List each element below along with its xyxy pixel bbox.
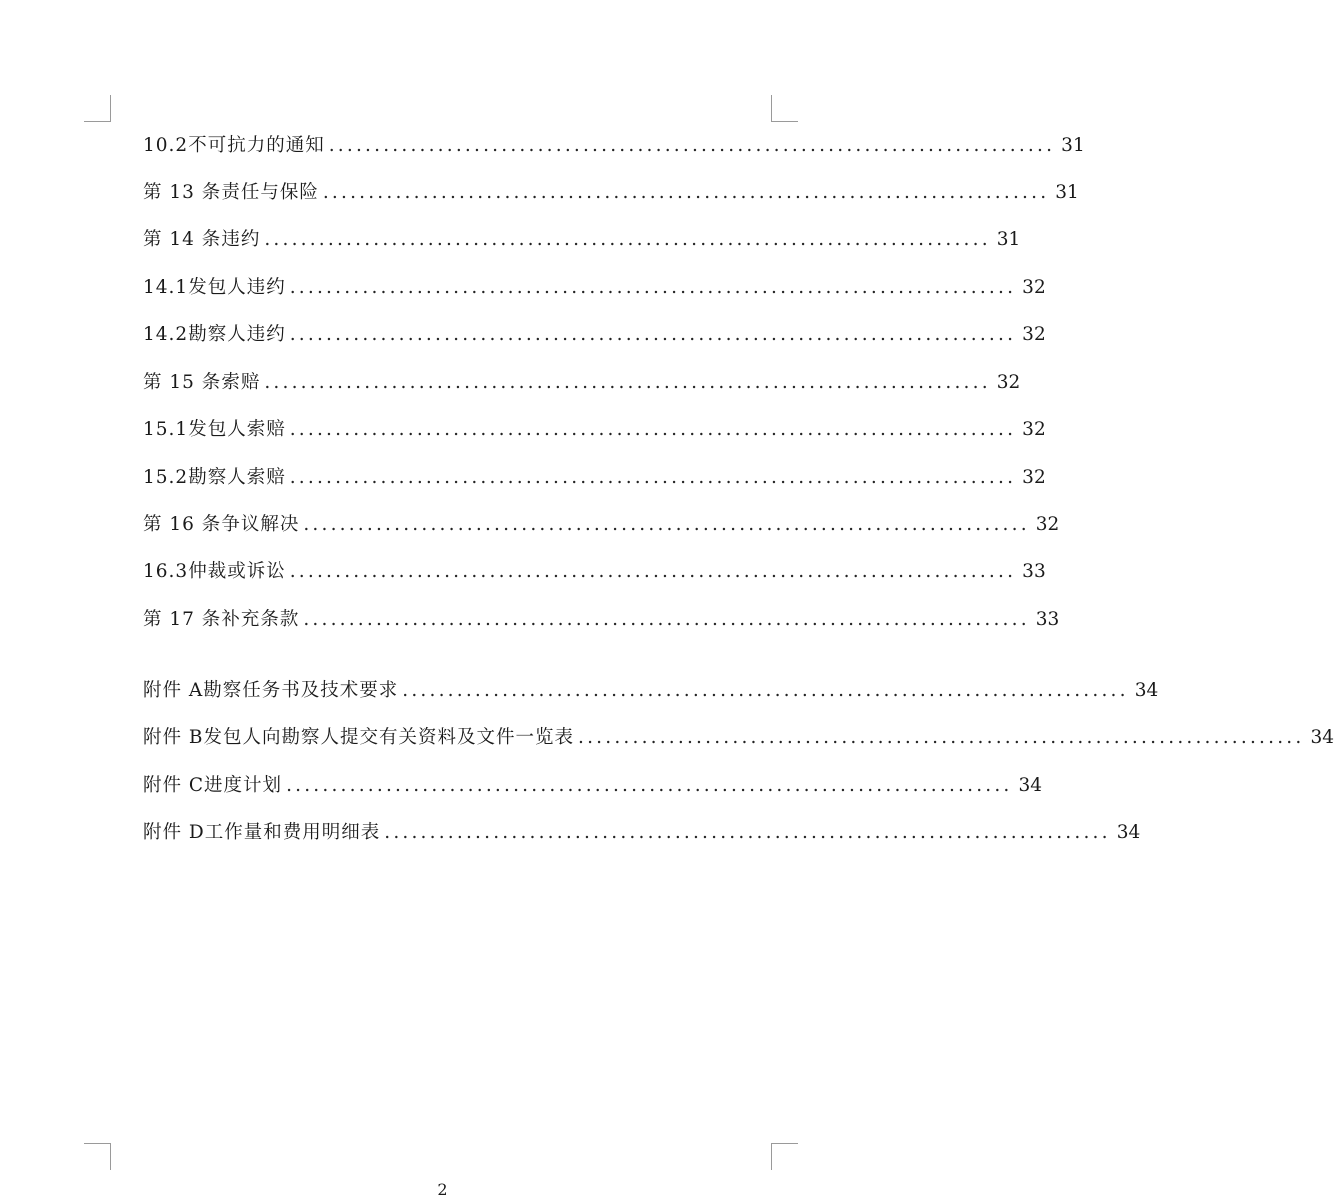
dot-leader: ................................................................................ (289, 467, 1017, 488)
toc-entry-title: 不可抗力的通知 (188, 135, 325, 156)
toc-entry-number: 第 15 条 (143, 372, 222, 393)
crop-mark-bottom-left-h (84, 1143, 111, 1144)
toc-entry[interactable] (143, 223, 1021, 257)
dot-leader: ................................................................................ (289, 561, 1017, 582)
toc-entry-page: 33 (1022, 561, 1046, 582)
toc-entry-title: 发包人索赔 (188, 419, 286, 440)
toc-appendix-entry[interactable] (143, 816, 1141, 850)
toc-entry-number: 10.2 (143, 135, 189, 156)
toc-appendix-label: 附件 C (143, 775, 205, 796)
toc-appendix-label: 附件 A (143, 680, 204, 701)
toc-appendix-entry[interactable] (143, 674, 1159, 708)
toc-entry-page: 32 (996, 372, 1021, 393)
toc-appendix-title: 发包人向勘察人提交有关资料及文件一览表 (203, 727, 574, 748)
crop-mark-top-left-v (110, 95, 111, 122)
toc-entry-title: 违约 (221, 229, 261, 250)
toc-entry[interactable] (143, 176, 1079, 210)
dot-leader: ................................................................................ (402, 680, 1129, 701)
toc-entry[interactable] (143, 318, 1046, 352)
page-number: 2 (437, 1180, 448, 1199)
dot-leader: ................................................................................ (264, 372, 991, 393)
toc-entry-title: 索赔 (221, 372, 261, 393)
dot-leader: ................................................................................ (384, 822, 1111, 843)
crop-mark-top-left-h (84, 121, 111, 122)
toc-entry[interactable] (143, 508, 1060, 542)
toc-entry-page: 32 (1022, 324, 1046, 345)
dot-leader: ................................................................................ (289, 277, 1017, 298)
toc-appendix-title: 进度计划 (204, 775, 283, 796)
toc-entry-page: 31 (1061, 135, 1085, 156)
toc-entry-page: 33 (1035, 609, 1060, 630)
toc-entry-number: 15.1 (143, 419, 189, 440)
crop-mark-bottom-left-v (110, 1143, 111, 1170)
toc-appendix-entry[interactable] (143, 721, 1334, 755)
toc-entry-title: 勘察人索赔 (188, 467, 286, 488)
dot-leader: ................................................................................ (289, 324, 1017, 345)
toc-entry[interactable] (143, 129, 1085, 163)
toc-entry-title: 勘察人违约 (188, 324, 286, 345)
toc-entry-number: 第 14 条 (143, 229, 222, 250)
toc-entry-title: 补充条款 (221, 609, 300, 630)
toc-entry-page: 31 (1055, 182, 1079, 203)
dot-leader: ................................................................................ (286, 775, 1013, 796)
toc-entry[interactable] (143, 603, 1060, 637)
toc-entry-number: 第 17 条 (143, 609, 222, 630)
toc-entry-title: 仲裁或诉讼 (188, 561, 286, 582)
toc-entry-page: 32 (1022, 467, 1046, 488)
toc-entry[interactable] (143, 413, 1046, 447)
toc-appendix-page: 34 (1134, 680, 1159, 701)
toc-entry-number: 16.3 (143, 561, 189, 582)
toc-entry-page: 32 (1035, 514, 1060, 535)
toc-entry[interactable] (143, 461, 1046, 495)
dot-leader: ................................................................................ (328, 135, 1056, 156)
dot-leader: ................................................................................ (289, 419, 1017, 440)
toc-entry-number: 14.1 (143, 277, 189, 298)
toc-entry-title: 责任与保险 (221, 182, 319, 203)
toc-entry[interactable] (143, 271, 1046, 305)
toc-appendix-title: 工作量和费用明细表 (204, 822, 381, 843)
crop-mark-bottom-right-v (771, 1143, 772, 1170)
toc-appendix-page: 34 (1018, 775, 1043, 796)
toc-entry[interactable] (143, 366, 1021, 400)
dot-leader: ................................................................................ (303, 609, 1030, 630)
toc-appendix-label: 附件 B (143, 727, 204, 748)
toc-entry-number: 第 13 条 (143, 182, 222, 203)
toc-entry-page: 32 (1022, 277, 1046, 298)
dot-leader: ................................................................................ (322, 182, 1050, 203)
crop-mark-top-right-h (771, 121, 798, 122)
toc-entry[interactable] (143, 555, 1046, 589)
toc-entry-page: 31 (996, 229, 1021, 250)
dot-leader: ................................................................................ (303, 514, 1030, 535)
crop-mark-top-right-v (771, 95, 772, 122)
toc-entry-number: 14.2 (143, 324, 189, 345)
crop-mark-bottom-right-h (771, 1143, 798, 1144)
dot-leader: ................................................................................ (578, 727, 1305, 748)
toc-appendix-label: 附件 D (143, 822, 205, 843)
toc-appendix-page: 34 (1116, 822, 1141, 843)
toc-appendix-title: 勘察任务书及技术要求 (203, 680, 399, 701)
toc-entry-number: 15.2 (143, 467, 189, 488)
dot-leader: ................................................................................ (264, 229, 991, 250)
toc-entry-title: 争议解决 (221, 514, 300, 535)
toc-entry-title: 发包人违约 (188, 277, 286, 298)
toc-entry-page: 32 (1022, 419, 1046, 440)
toc-entry-number: 第 16 条 (143, 514, 222, 535)
toc-appendix-page: 34 (1310, 727, 1334, 748)
toc-appendix-entry[interactable] (143, 769, 1043, 803)
